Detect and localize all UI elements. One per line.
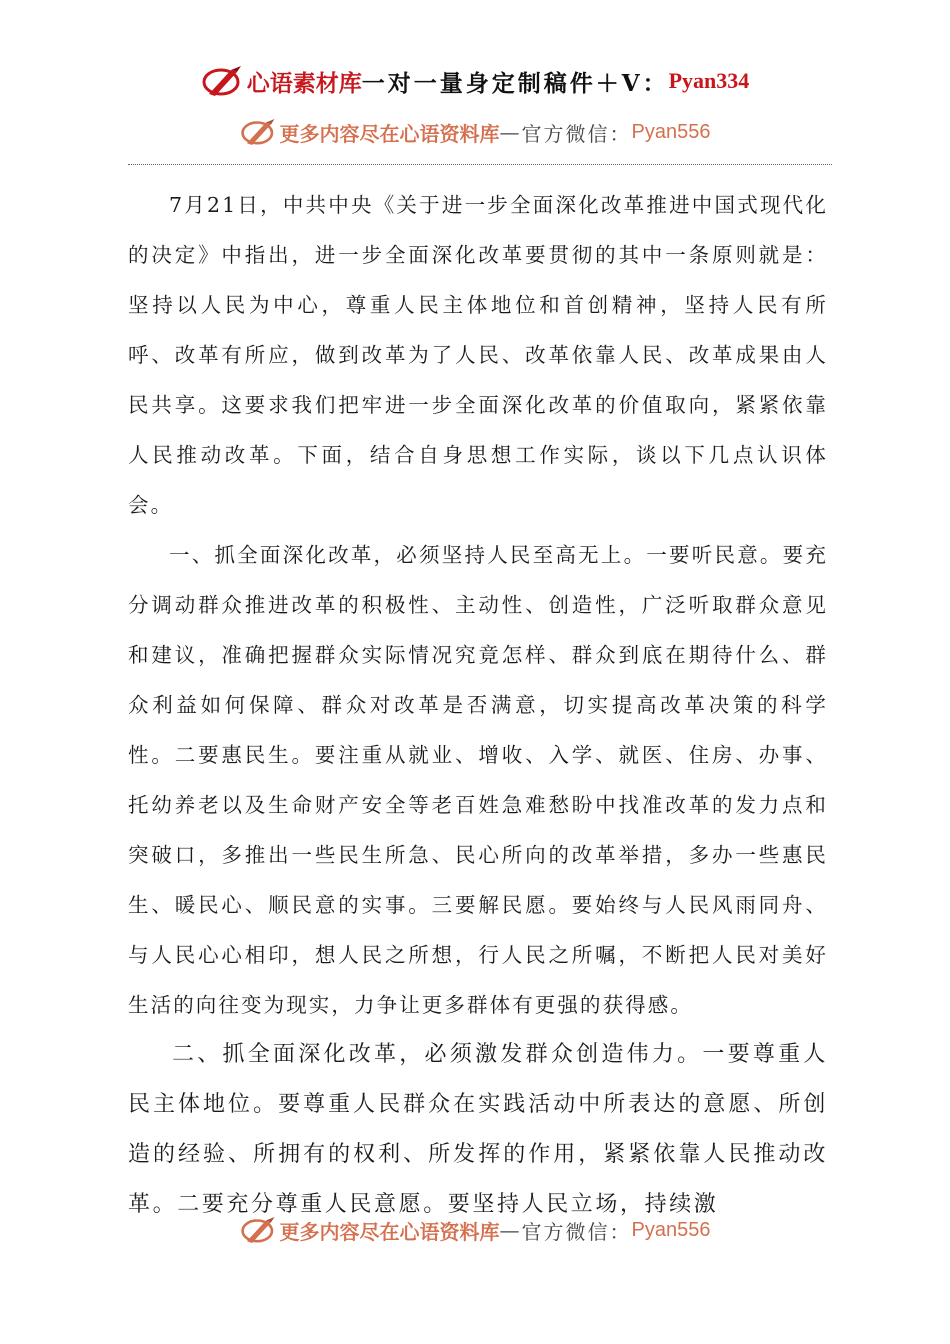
header-divider: [128, 164, 832, 165]
top-banner: [0, 62, 950, 100]
paragraph-section-two: 二、抓全面深化改革，必须激发群众创造伟力。一要尊重人民主体地位。要尊重人民群众在实践活动中所表达的意愿、所创造的经验、所拥有的权利、所发挥的作用，紧紧依靠人民推动改革。二要充分尊重人民意愿。要坚持人民立场，持续激: [128, 1042, 828, 1217]
footer-wechat-id[interactable]: Pyan556: [631, 1218, 711, 1241]
paragraph-section-one: 一、抓全面深化改革，必须坚持人民至高无上。一要听民意。要充分调动群众推进改革的积极性、主动性、创造性，广泛听取群众意见和建议，准确把握群众实际情况究竟怎样、群众到底在期待什么、群众利益如何保障、群众对改革是否满意，切实提高改革决策的科学性。二要惠民生。要注重从就业、增收、入学、就医、住房、办事、托幼养老以及生命财产安全等老百姓急难愁盼中找准改革的发力点和突破口，多推出一些民生所急、民心所向的改革举措，多办一些惠民生、暖民心、顺民意的实事。三要解民愿。要始终与人民风雨同舟、与人民心心相印，想人民之所想，行人民之所嘱，不断把人民对美好生活的向往变为现实，力争让更多群体有更强的获得感。: [128, 543, 828, 1017]
separator: —: [499, 120, 522, 144]
footer-promo-link[interactable]: 更多内容尽在心语资料库: [279, 1219, 500, 1244]
brand-name: 心语素材库: [246, 69, 362, 97]
slogan-text: 一对一量身定制稿件＋V：: [361, 69, 669, 97]
paragraph-intro: 7月21日，中共中央《关于进一步全面深化改革推进中国式现代化的决定》中指出，进一步全面深化改革要贯彻的其中一条原则就是：坚持以人民为中心，尊重人民主体地位和首创精神，坚持人民有所呼、改革有所应，做到改革为了人民、改革依靠人民、改革成果由人民共享。这要求我们把牢进一步全面深化改革的价值取向，紧紧依靠人民推动改革。下面，结合自身思想工作实际，谈以下几点认识体会。: [128, 193, 828, 517]
footer-banner: [0, 1212, 950, 1248]
pen-logo-icon: [240, 1214, 278, 1246]
footer-wechat-label: 官方微信：: [521, 1219, 632, 1244]
sub-banner: [0, 114, 950, 150]
footer-separator: —: [499, 1218, 522, 1242]
wechat-id[interactable]: Pyan556: [631, 120, 711, 143]
contact-id[interactable]: Pyan334: [668, 68, 750, 93]
promo-link[interactable]: 更多内容尽在心语资料库: [279, 121, 500, 146]
document-body: [128, 180, 828, 1230]
wechat-label: 官方微信：: [521, 121, 632, 146]
pen-logo-icon: [240, 116, 278, 148]
pen-logo-icon: [201, 64, 245, 98]
